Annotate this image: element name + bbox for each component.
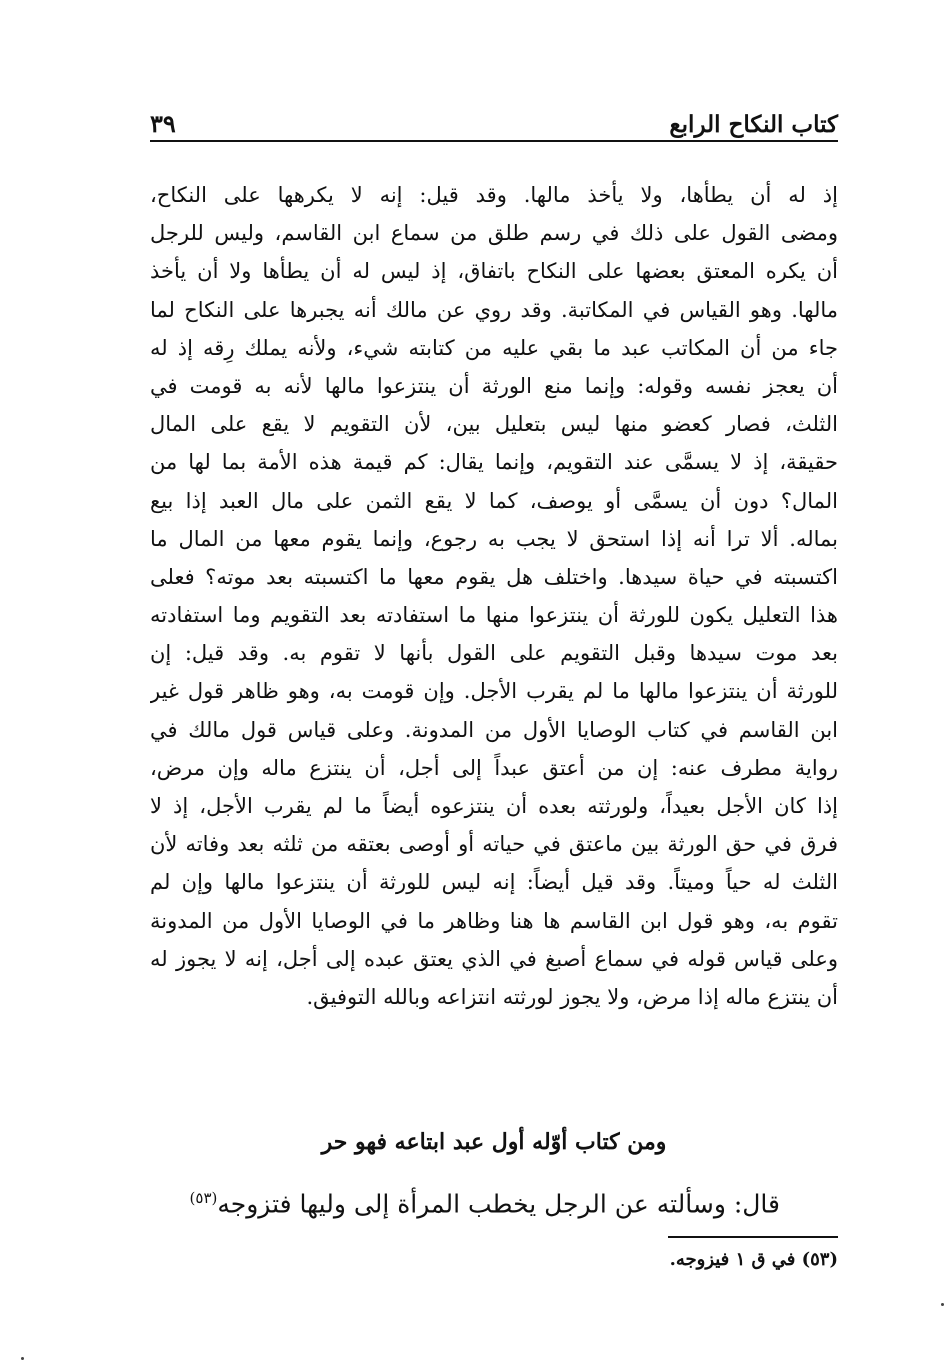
footnote-reference: (٥٣)	[189, 1189, 218, 1207]
text-line: المال؟ دون أن يسمَّى أو يوصف، كما لا يقع الثمن على مال العبد إذا بيع	[150, 488, 838, 513]
text-line-last: أن ينتزع ماله إذا مرض، ولا يجوز لورثته انتزاعه وبالله التوفيق.	[306, 984, 838, 1009]
paragraph-start	[150, 1176, 838, 1226]
page-number: ٣٩	[150, 109, 176, 138]
text-line: ابن القاسم في كتاب الوصايا الأول من المدونة. وعلى قياس قول مالك في	[150, 717, 838, 742]
text-line: حقيقة، إذ لا يسمَّى عند التقويم، وإنما يقال: كم قيمة هذه الأمة بما لها من	[150, 450, 838, 475]
header-rule	[150, 140, 838, 142]
text-line: وعلى قياس قوله في سماع أصبغ في الذي يعتق عبده إلى أجل، إنه لا يجوز له	[150, 946, 838, 971]
text-line: تقوم به، وهو قول ابن القاسم ها هنا وظاهر ما في الوصايا الأول من المدونة	[150, 908, 838, 933]
text-line: بماله. ألا ترا أنه إذا استحق لا يجب به رجوع، وإنما يقوم معها من المال ما	[150, 526, 838, 551]
section-heading: ومن كتاب أوّله أول عبد ابتاعه فهو حر	[321, 1129, 667, 1155]
text-line: للورثة أن ينتزعوا مالها ما لم يقرب الأجل. وإن قومت به، وهو ظاهر قول غير	[150, 679, 838, 704]
running-title: كتاب النكاح الرابع	[669, 111, 838, 138]
text-line: هذا التعليل يكون للورثة أن ينتزعوا منها ما استفادته بعد التقويم وما استفادته	[150, 603, 838, 628]
text-line: جاء من أن المكاتب عبد ما بقي عليه من كتابته شيء، ولأنه يملك رِقه إذ له	[150, 335, 838, 360]
text-line: فرق في حق الورثة بين ماعتق في حياته أو أوصى بعتقه من ثلثه بعد وفاته لأن	[150, 832, 838, 857]
text-line: بعد موت سيدها وقبل التقويم على القول بأنها لا تقوم به. وقد قيل: إن	[150, 641, 838, 666]
text-line: رواية مطرف عنه: إن من أعتق عبداً إلى أجل، أن ينتزع ماله وإن مرض،	[150, 755, 838, 780]
text-line: الثلث، فصار كعضو منها ليس بتعليل بين، لأن التقويم لا يقع على المال	[150, 412, 838, 437]
text-line: إذا كان الأجل بعيداً، ولورثته بعده أن ينتزعوه أيضاً ما لم يقرب الأجل، إذ لا	[150, 794, 838, 818]
footnote: (٥٣) في ق ١ فيزوجه.	[669, 1249, 838, 1270]
text-line: أن يعجز نفسه وقوله: وإنما منع الورثة أن ينتزعوا مالها لأنه به قومت في	[150, 373, 838, 398]
scan-speck	[941, 1303, 944, 1306]
paragraph-text: قال: وسألته عن الرجل يخطب المرأة إلى وليها فتزوجه	[217, 1189, 780, 1219]
main-text	[150, 176, 838, 1016]
footnote-separator	[668, 1236, 838, 1238]
text-line: مالها. وهو القياس في المكاتبة. وقد روي عن مالك أنه يجبرها على النكاح لما	[150, 297, 838, 322]
scan-speck	[21, 1357, 24, 1360]
text-line: إذ له أن يطأها، ولا يأخذ مالها. وقد قيل: إنه لا يكرهها على النكاح،	[150, 183, 838, 207]
page-header	[150, 98, 838, 138]
text-line: ومضى القول على ذلك في رسم طلق من سماع ابن القاسم، وليس للرجل	[150, 221, 838, 246]
text-line: أن يكره المعتق بعضها على النكاح باتفاق، إذ ليس له أن يطأها ولا أن يأخذ	[150, 259, 838, 284]
text-line: اكتسبته في حياة سيدها. واختلف هل يقوم معها ما اكتسبته بعد موته؟ فعلى	[150, 564, 838, 589]
text-line: الثلث له حياً وميتاً. وقد قيل أيضاً: إنه ليس للورثة أن ينتزعوا مالها وإن لم	[150, 870, 838, 895]
